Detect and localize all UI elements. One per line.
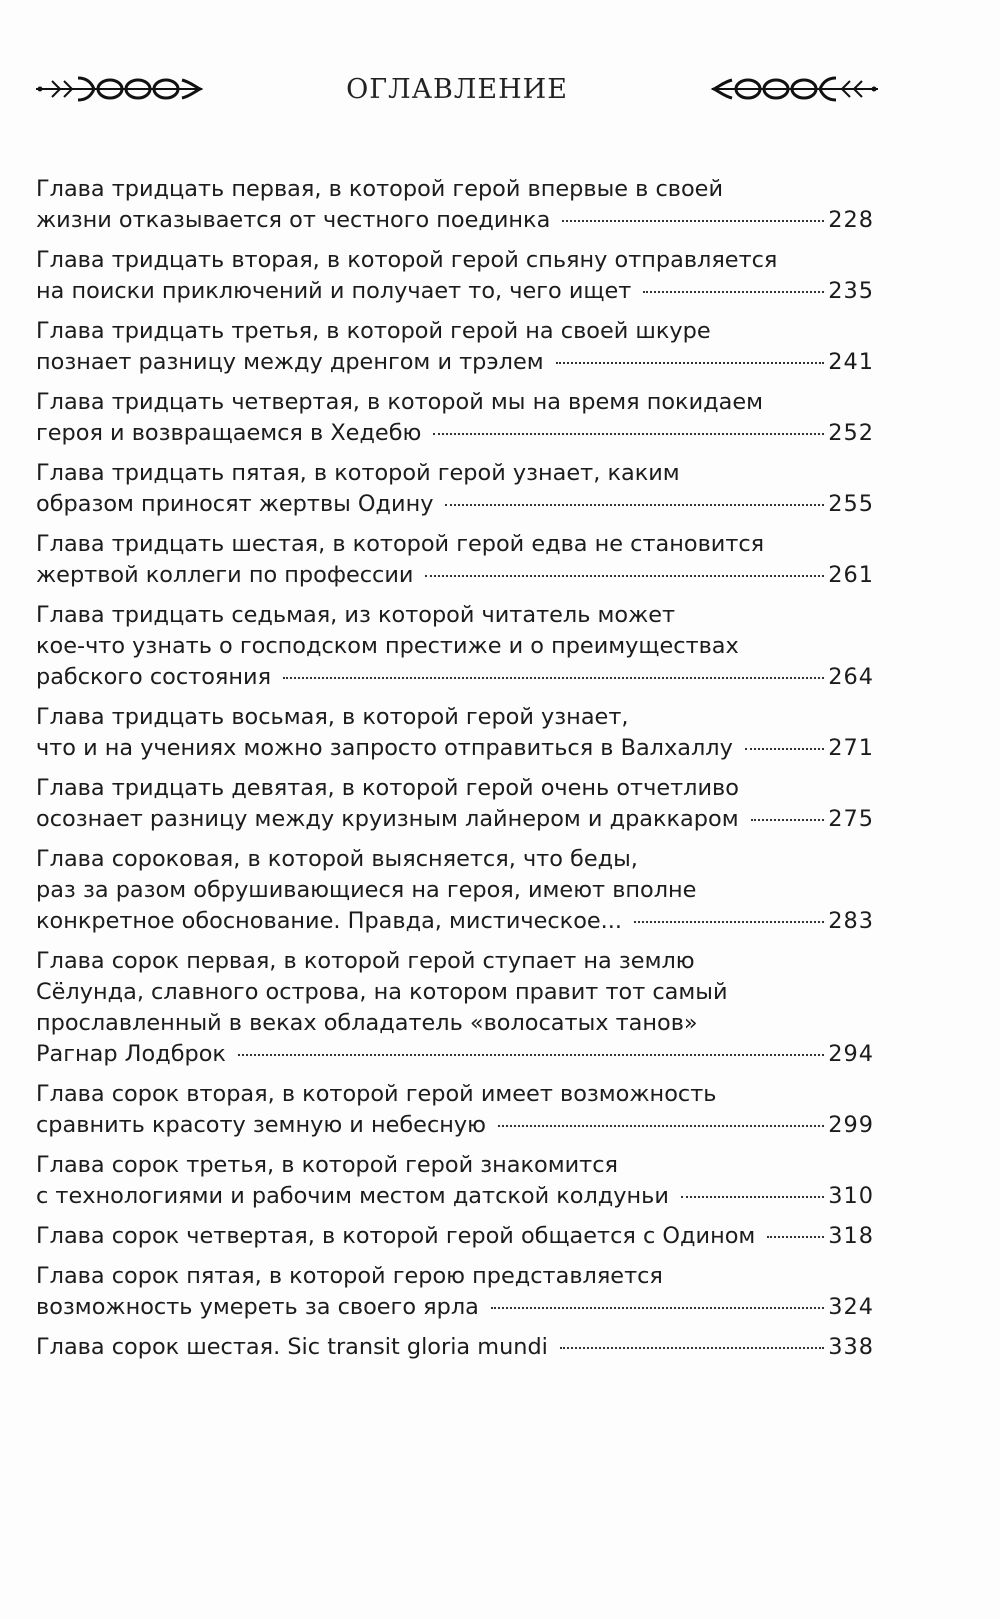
toc-page-number: 271 — [828, 735, 874, 761]
toc-page-number: 318 — [828, 1223, 874, 1249]
toc-entry-last-line — [36, 276, 874, 307]
toc-entry-line: Глава сорок первая, в которой герой ступает на землю — [36, 948, 695, 974]
toc-entry[interactable] — [36, 174, 874, 236]
toc-entry-line: Глава тридцать седьмая, из которой читатель может — [36, 602, 676, 628]
dot-leader — [491, 1306, 824, 1309]
toc-entry-line: образом приносят жертвы Одину — [36, 491, 434, 517]
toc-entry-line: Глава тридцать третья, в которой герой на своей шкуре — [36, 318, 711, 344]
toc-entry-line: Глава сорок шестая. Sic transit gloria mundi — [36, 1334, 548, 1360]
toc-page-number: 264 — [828, 664, 874, 690]
toc-entry-line: Глава тридцать девятая, в которой герой очень отчетливо — [36, 775, 739, 801]
toc-entry-line: рабского состояния — [36, 664, 272, 690]
toc-entry[interactable] — [36, 844, 874, 937]
table-of-contents — [36, 174, 874, 1372]
toc-entry-last-line — [36, 1181, 874, 1212]
toc-page-number: 275 — [828, 806, 874, 832]
toc-entry-line: героя и возвращаемся в Хедебю — [36, 420, 422, 446]
toc-entry-last-line — [36, 662, 874, 693]
toc-page-number: 294 — [828, 1041, 874, 1067]
toc-entry-line: сравнить красоту земную и небесную — [36, 1112, 487, 1138]
toc-page-number: 324 — [828, 1294, 874, 1320]
toc-entry-last-line — [36, 560, 874, 591]
dot-leader — [238, 1053, 824, 1056]
toc-entry[interactable] — [36, 529, 874, 591]
toc-entry-line: Сёлунда, славного острова, на котором правит тот самый — [36, 979, 728, 1005]
ornament-right-icon — [710, 72, 880, 106]
toc-entry-last-line — [36, 1039, 874, 1070]
page-header — [34, 68, 880, 118]
toc-entry-last-line — [36, 205, 874, 236]
toc-entry-last-line — [36, 1292, 874, 1323]
toc-entry-line: Глава тридцать четвертая, в которой мы на время покидаем — [36, 389, 763, 415]
toc-entry[interactable] — [36, 600, 874, 693]
toc-page-number: 252 — [828, 420, 874, 446]
toc-entry-line: осознает разницу между круизным лайнером и драккаром — [36, 806, 739, 832]
toc-entry-line: возможность умереть за своего ярла — [36, 1294, 479, 1320]
dot-leader — [560, 1346, 824, 1349]
toc-entry[interactable] — [36, 316, 874, 378]
dot-leader — [433, 432, 824, 435]
toc-entry-last-line — [36, 418, 874, 449]
toc-entry-line: Глава тридцать восьмая, в которой герой узнает, — [36, 704, 629, 730]
toc-entry-line: что и на учениях можно запросто отправиться в Валхаллу — [36, 735, 733, 761]
dot-leader — [562, 219, 824, 222]
toc-entry[interactable] — [36, 1261, 874, 1323]
toc-entry[interactable] — [36, 245, 874, 307]
toc-entry-last-line — [36, 1110, 874, 1141]
dot-leader — [643, 290, 824, 293]
toc-entry-line: Глава сороковая, в которой выясняется, что беды, — [36, 846, 638, 872]
toc-entry-line: познает разницу между дренгом и трэлем — [36, 349, 544, 375]
toc-entry-line: с технологиями и рабочим местом датской колдуньи — [36, 1183, 669, 1209]
toc-entry-line: конкретное обоснование. Правда, мистическое... — [36, 908, 623, 934]
toc-entry-last-line — [36, 804, 874, 835]
toc-entry[interactable] — [36, 773, 874, 835]
dot-leader — [745, 747, 824, 750]
dot-leader — [751, 818, 825, 821]
toc-entry-line: Глава сорок пятая, в которой герою представляется — [36, 1263, 663, 1289]
toc-page-number: 255 — [828, 491, 874, 517]
toc-entry-line: Глава сорок третья, в которой герой знакомится — [36, 1152, 618, 1178]
toc-entry-line: Глава сорок четвертая, в которой герой общается с Одином — [36, 1223, 756, 1249]
toc-entry-last-line — [36, 1221, 874, 1252]
toc-entry[interactable] — [36, 946, 874, 1070]
toc-entry[interactable] — [36, 1150, 874, 1212]
toc-entry[interactable] — [36, 702, 874, 764]
toc-entry[interactable] — [36, 1332, 874, 1363]
toc-entry-last-line — [36, 733, 874, 764]
toc-entry[interactable] — [36, 1221, 874, 1252]
toc-page-number: 338 — [828, 1334, 874, 1360]
toc-page-number: 241 — [828, 349, 874, 375]
toc-page-number: 235 — [828, 278, 874, 304]
dot-leader — [425, 574, 824, 577]
toc-entry-line: раз за разом обрушивающиеся на героя, имеют вполне — [36, 877, 697, 903]
toc-entry-last-line — [36, 489, 874, 520]
toc-entry-last-line — [36, 1332, 874, 1363]
dot-leader — [445, 503, 824, 506]
toc-page-number: 299 — [828, 1112, 874, 1138]
toc-entry-line: Глава тридцать шестая, в которой герой едва не становится — [36, 531, 765, 557]
toc-page-number: 310 — [828, 1183, 874, 1209]
toc-entry[interactable] — [36, 387, 874, 449]
dot-leader — [634, 920, 824, 923]
dot-leader — [556, 361, 825, 364]
toc-page-number: 261 — [828, 562, 874, 588]
toc-entry-line: прославленный в веках обладатель «волосатых танов» — [36, 1010, 698, 1036]
toc-page-number: 283 — [828, 908, 874, 934]
toc-entry-line: Глава тридцать первая, в которой герой впервые в своей — [36, 176, 723, 202]
toc-entry-line: Рагнар Лодброк — [36, 1041, 226, 1067]
dot-leader — [767, 1235, 824, 1238]
toc-entry-line: Глава тридцать пятая, в которой герой узнает, каким — [36, 460, 680, 486]
toc-entry-last-line — [36, 347, 874, 378]
dot-leader — [498, 1124, 824, 1127]
toc-entry-line: Глава тридцать вторая, в которой герой спьяну отправляется — [36, 247, 778, 273]
dot-leader — [283, 676, 824, 679]
dot-leader — [681, 1195, 824, 1198]
toc-page-number: 228 — [828, 207, 874, 233]
toc-entry[interactable] — [36, 458, 874, 520]
toc-entry-line: Глава сорок вторая, в которой герой имеет возможность — [36, 1081, 717, 1107]
toc-entry[interactable] — [36, 1079, 874, 1141]
toc-entry-line: кое-что узнать о господском престиже и о преимуществах — [36, 633, 739, 659]
toc-entry-line: жизни отказывается от честного поединка — [36, 207, 551, 233]
toc-entry-line: жертвой коллеги по профессии — [36, 562, 414, 588]
toc-entry-last-line — [36, 906, 874, 937]
toc-entry-line: на поиски приключений и получает то, чего ищет — [36, 278, 632, 304]
page-title: ОГЛАВЛЕНИЕ — [346, 74, 568, 105]
